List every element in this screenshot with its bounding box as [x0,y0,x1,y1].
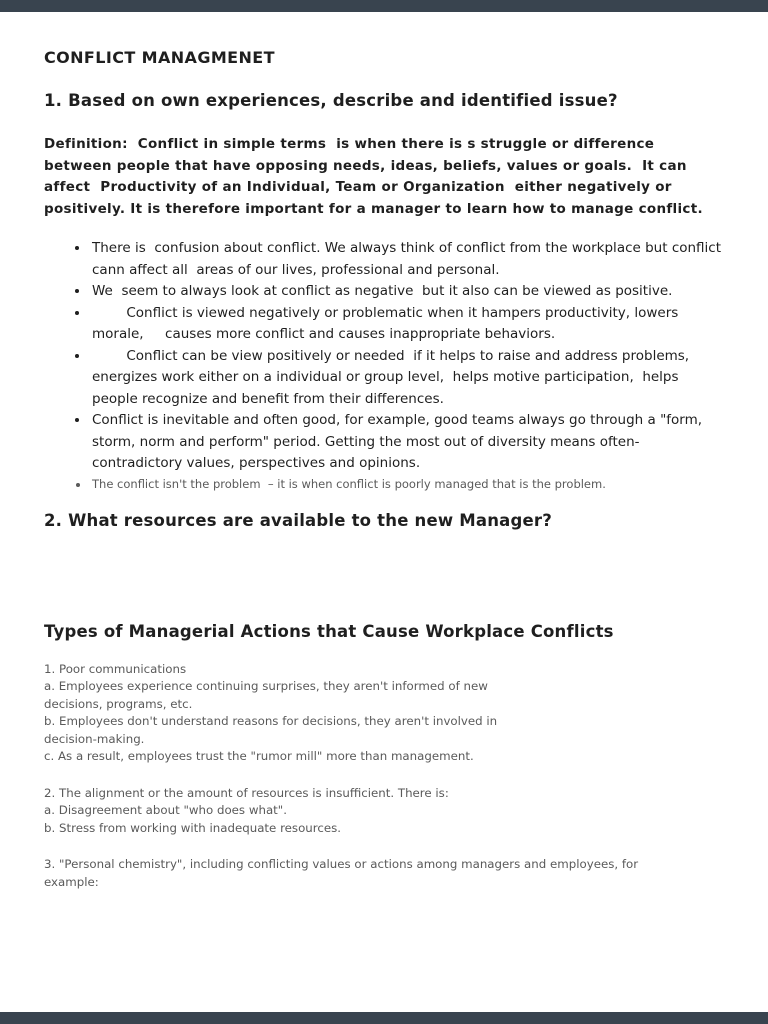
cause-line: 1. Poor communications [44,661,187,676]
bullet-list [44,238,724,475]
question-1-heading: 1. Based on own experiences, describe and identified issue? [44,91,618,110]
cause-group-3 [44,856,724,891]
bullet-item: • We seem to always look at conflict as negative but it also can be viewed as positive. [90,281,724,303]
bullet-item: • Conflict is inevitable and often good, for example, good teams always go through a "form, storm, norm and perform" period. Getting the most out of diversity means often-contradictory values, perspectives and opinions. [90,410,724,475]
cause-line: a. Disagreement about "who does what". [44,803,287,817]
section-title: Types of Managerial Actions that Cause Workplace Conflicts [44,621,614,641]
cause-line: decision-making. [44,731,145,746]
bullet-item: • There is confusion about conflict. We always think of conflict from the workplace but conflict cann affect all areas of our lives, professional and personal. [90,238,724,281]
cause-line: b. Stress from working with inadequate resources. [44,820,341,835]
cause-line: a. Employees experience continuing surprises, they aren't informed of new [44,679,488,693]
bullet-item: • Conflict is viewed negatively or problematic when it hampers productivity, lowers morale, causes more conflict and causes inappropriate behaviors. [90,303,724,346]
cause-group-1 [44,661,724,766]
cause-line: 2. The alignment or the amount of resources is insufficient. There is: [44,785,449,800]
definition-paragraph: Definition: Conflict in simple terms is when there is s struggle or difference between people that have opposing needs, ideas, beliefs, values or goals. It can affect Productivity of an Individual, Team or Organization either negatively or positively. It is therefore important for a manager to learn how to manage conflict. [44,136,703,217]
question-2-heading: 2. What resources are available to the new Manager? [44,510,552,530]
viewer-top-border [0,0,768,12]
cause-line: c. As a result, employees trust the "rumor mill" more than management. [44,749,474,763]
muted-bullet-item: • The conflict isn't the problem – it is when conflict is poorly managed that is the problem. [90,475,724,493]
cause-group-2 [44,785,724,838]
bullet-item: • Conflict can be view positively or needed if it helps to raise and address problems, energizes work either on a individual or group level, helps motive participation, helps people recognize and benefit from their differences. [90,346,724,411]
viewer-bottom-border [0,1012,768,1024]
cause-line: 3. "Personal chemistry", including conflicting values or actions among managers and employees, for [44,857,639,871]
page-title: CONFLICT MANAGMENET [44,48,275,67]
cause-line: decisions, programs, etc. [44,696,193,711]
muted-bullet-list [44,475,724,493]
cause-line: b. Employees don't understand reasons for decisions, they aren't involved in [44,714,498,728]
cause-line: example: [44,874,99,889]
